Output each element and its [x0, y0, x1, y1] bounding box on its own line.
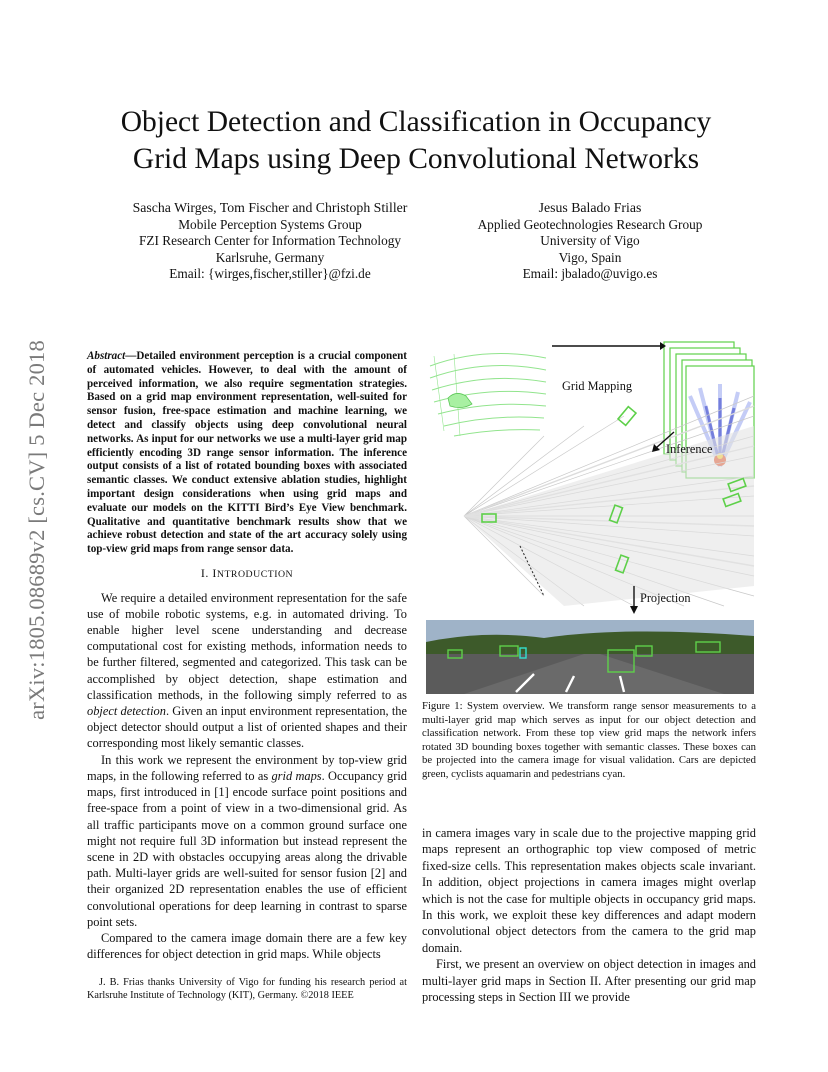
author-location: Karlsruhe, Germany	[215, 249, 325, 265]
author-names: Jesus Balado Frias	[538, 200, 642, 215]
intro-paragraph-2	[87, 752, 407, 930]
intro-p2-text-a: In this work we represent the environment by top-view grid maps, in the following referred to as	[87, 752, 407, 783]
arxiv-identifier	[20, 290, 54, 770]
abstract-lead: Abstract	[87, 350, 126, 362]
right-paragraph-2: First, we present an overview on object detection in images and multi-layer grid maps in Section II. After presenting our grid map processing steps in Section III we provide	[422, 957, 756, 1005]
intro-paragraph-1	[87, 590, 407, 752]
intro-p1-text-a: We require a detailed environment representation for the safe use of mobile robotic systems, e.g. in automated driving. To enable higher level scene understanding and decrease computational cost for existing methods, information needs to be further filtered, segmented and categorized. This task can be accomplished by object detection, shape estimation and classification methods, in the following simply referred to as	[87, 590, 407, 702]
camera-image	[426, 620, 754, 694]
intro-p1-text-b: . Given an input environment representation, the object detector should output a list of oriented shapes and their corresponding most likely semantic classes.	[87, 704, 407, 751]
title-line-1: Object Detection and Classification in Occupancy	[120, 106, 712, 138]
section-heading-introduction	[87, 566, 407, 583]
author-institute: University of Vigo	[540, 233, 640, 249]
author-group: Applied Geotechnologies Research Group	[477, 216, 703, 232]
author-email: Email: {wirges,fischer,stiller}@fzi.de	[169, 266, 371, 282]
title-line-2: Grid Maps using Deep Convolutional Networks	[132, 143, 700, 175]
footnote: J. B. Frias thanks University of Vigo for funding his research period at Karlsruhe Institute of Technology (KIT), Germany. ©2018 IEEE	[87, 977, 407, 1001]
intro-p2-emphasis: grid maps	[271, 768, 322, 783]
author-institute: FZI Research Center for Information Technology	[138, 233, 402, 249]
right-paragraph-1: in camera images vary in scale due to the projective mapping grid maps represent an orthographic top view composed of metric fixed-size cells. This representation makes objects scale invariant. In addition, object projections in camera images might overlap which is not the case for multiple objects in occupancy grid maps. In this work, we exploit these key differences and adapt modern convolutional object detectors from the camera to the grid map domain.	[422, 826, 756, 955]
intro-p2-text-b: . Occupancy grid maps, first introduced in [1] encode surface point positions and free-space from a point of view in a two-dimensional grid. As all traffic participants move on a common ground surface one might not require full 3D information but instead represent the scene in 2D with obstacles occupying areas along the drivable path. Multi-layer grids are well-suited for sensor fusion [2] and their organized 2D representation enables the use of efficient convolutional operations for deep learning in contrast to sparse point sets.	[87, 768, 407, 929]
arrow-grid-mapping	[552, 342, 666, 350]
author-group: Mobile Perception Systems Group	[178, 216, 362, 232]
section-number: I.	[200, 565, 213, 580]
figure-1-caption: Figure 1: System overview. We transform range sensor measurements to a multi-layer grid map which serves as input for our object detection and classification network. From these top view grid maps the network infers rotated 3D bounding boxes together with semantic classes. These boxes can be projected into the camera image for visual validation. Cars are depicted green, cyclists aquamarin and pedestrians cyan.	[422, 700, 756, 780]
label-inference: Inference	[666, 442, 713, 456]
left-column	[87, 350, 407, 962]
intro-paragraph-3: Compared to the camera image domain there are a few key differences for object detection in grid maps. While objects	[87, 930, 407, 962]
figure-1-system-overview	[424, 336, 756, 696]
author-block-left	[100, 200, 440, 283]
section-title-initial: I	[212, 565, 217, 580]
point-cloud-image	[428, 344, 548, 436]
label-projection: Projection	[640, 591, 691, 605]
paper-title	[60, 104, 772, 178]
section-title-rest: NTRODUCTION	[216, 568, 294, 580]
author-names: Sascha Wirges, Tom Fischer and Christoph Stiller	[132, 200, 408, 215]
label-grid-mapping: Grid Mapping	[562, 379, 633, 393]
author-email: Email: jbalado@uvigo.es	[522, 266, 658, 282]
abstract	[87, 350, 407, 557]
author-block-right	[440, 200, 740, 283]
right-column	[422, 825, 756, 1005]
arxiv-identifier-text: arXiv:1805.08689v2 [cs.CV] 5 Dec 2018	[24, 340, 49, 720]
author-location: Vigo, Spain	[558, 249, 622, 265]
intro-p1-emphasis: object detection	[87, 704, 166, 719]
abstract-text: —Detailed environment perception is a crucial component of automated vehicles. However, to deal with the amount of perceived information, we also require segmentation strategies. Based on a grid map environment representation, well-suited for sensor fusion, free-space estimation and machine learning, we detect and classify objects using deep convolutional neural networks. As input for our networks we use a multi-layer grid map efficiently encoding 3D range sensor information. The inference output consists of a list of rotated bounding boxes with associated semantic classes. We conduct extensive ablation studies, highlight important design considerations when using grid maps and evaluate our models on the KITTI Bird’s Eye View benchmark. Qualitative and quantitative benchmark results show that we achieve robust detection and state of the art accuracy solely using top-view grid maps from range sensor data.	[87, 350, 407, 556]
